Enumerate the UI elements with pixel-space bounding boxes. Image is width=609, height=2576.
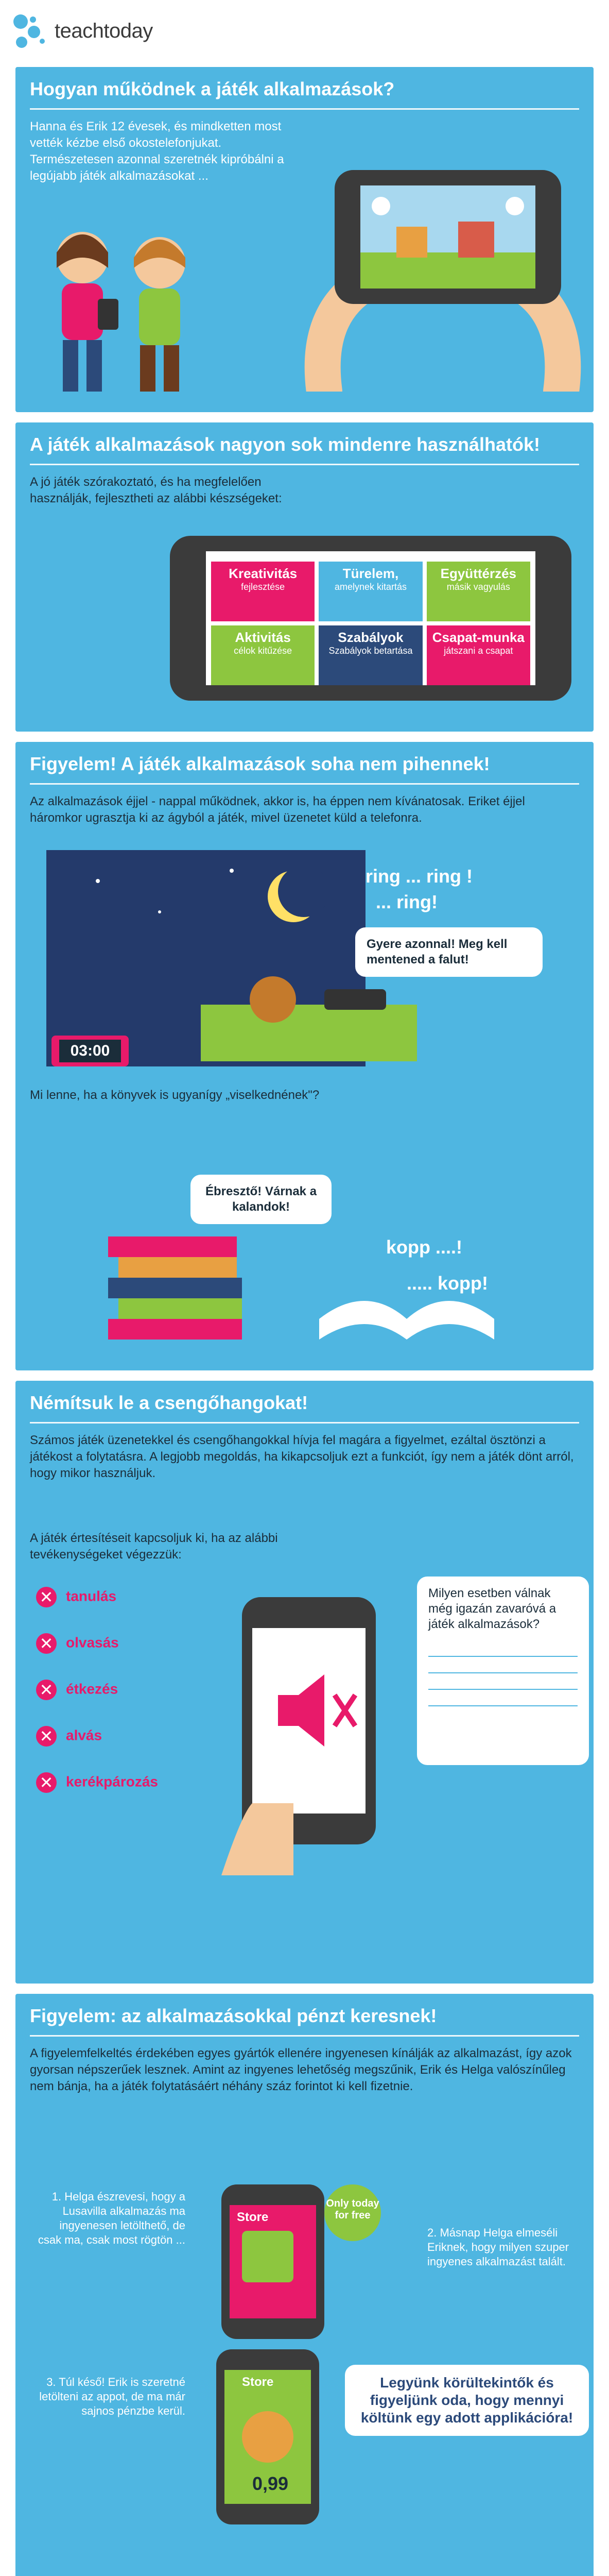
divider bbox=[30, 783, 579, 785]
skill-label: Aktivitás bbox=[235, 630, 291, 645]
brand-name: teachtoday bbox=[55, 20, 153, 42]
muted-phone-illustration bbox=[221, 1587, 407, 1875]
prompt-text: A játék értesítéseit kapcsoljuk ki, ha az alábbi tevékenységeket végezzük: bbox=[30, 1531, 278, 1562]
header bbox=[0, 0, 609, 62]
store-label-two: Store bbox=[242, 2375, 274, 2389]
kopp-text: kopp ....! bbox=[386, 1236, 462, 1258]
ring-text: ... ring! bbox=[376, 891, 438, 912]
section-how-games-work bbox=[15, 67, 594, 412]
section-body: A figyelemfelkeltés érdekében egyes gyártók ellenére ingyenesen kínálják az alkalmazást, így azok gyorsan népszerűek lesznek. Amint az ingyenes lehetőség megszűnik, Erik és Helga valószínűleg nem bánja, ha a játék folytatásáért néhány száz forintot ki kell fizetnie. bbox=[30, 2046, 572, 2093]
skill-tile bbox=[211, 562, 315, 621]
section-title: A játék alkalmazások nagyon sok mindenre használhatók! bbox=[30, 434, 541, 455]
section-title: Figyelem: az alkalmazásokkal pénzt keresnek! bbox=[30, 2005, 437, 2026]
clock-display: 03:00 bbox=[59, 1040, 121, 1062]
section-body: Hanna és Erik 12 évesek, és mindketten most vették kézbe első okostelefonjukat. Természetesen azonnal szeretnék kipróbálni a legújabb játék alkalmazásokat ... bbox=[30, 120, 284, 183]
x-icon: ✕ bbox=[36, 1633, 57, 1654]
skill-sub: Szabályok betartása bbox=[328, 646, 413, 656]
skill-tile bbox=[211, 625, 315, 685]
divider bbox=[30, 108, 579, 110]
divider bbox=[30, 2035, 579, 2037]
x-icon: ✕ bbox=[36, 1772, 57, 1793]
section-body: Számos játék üzenetekkel és csengőhangokkal hívja fel magára a figyelmet, ezáltal ösztönzi a játékost a folytatásra. A legjobb megoldás, ha kikapcsoljuk ezt a funkciót, így nem a játék dönt arról, hogy mikor használjuk. bbox=[30, 1433, 574, 1480]
x-icon: ✕ bbox=[36, 1726, 57, 1747]
skill-tile bbox=[319, 562, 422, 621]
skill-label: Szabályok bbox=[338, 630, 404, 645]
section-mute-ringtones bbox=[15, 1381, 594, 1984]
section-title: Némítsuk le a csengőhangokat! bbox=[30, 1392, 308, 1413]
activity-item: ✕ tanulás bbox=[36, 1587, 116, 1613]
section-body: A jó játék szórakoztató, és ha megfelelően használják, fejlesztheti az alábbi készségeket: bbox=[30, 475, 282, 505]
question-text: Mi lenne, ha a könyvek is ugyanígy „viselkednének"? bbox=[30, 1088, 320, 1102]
x-icon: ✕ bbox=[36, 1587, 57, 1607]
section-title: Hogyan működnek a játék alkalmazások? bbox=[30, 78, 395, 99]
step-one-text: 1. Helga észrevesi, hogy a Lusavilla alkalmazás ma ingyenesen letölthető, de csak ma, csak most rögtön ... bbox=[38, 2190, 185, 2246]
kids-illustration bbox=[31, 222, 216, 402]
skill-tile bbox=[427, 625, 530, 685]
store-label: Store bbox=[237, 2210, 269, 2224]
skill-sub: játszani a csapat bbox=[444, 646, 513, 656]
skill-sub: másik vagyulás bbox=[446, 582, 510, 592]
activity-item: ✕ alvás bbox=[36, 1726, 102, 1752]
ring-text: ring ... ring ! bbox=[366, 866, 473, 887]
skill-sub: célok kitűzése bbox=[234, 646, 292, 656]
alarm-clock bbox=[51, 1036, 129, 1066]
step-two-text: 2. Másnap Helga elmeséli Eriknek, hogy milyen szuper ingyenes alkalmazást talált. bbox=[427, 2226, 569, 2268]
skill-sub: fejlesztése bbox=[241, 582, 285, 592]
phone-game-illustration bbox=[304, 149, 582, 392]
step-three-text: 3. Túl késő! Erik is szeretné letölteni az appot, de ma már sajnos pénzbe kerül. bbox=[39, 2376, 185, 2417]
activity-item: ✕ étkezés bbox=[36, 1680, 118, 1705]
x-icon: ✕ bbox=[36, 1680, 57, 1700]
skills-grid bbox=[211, 562, 530, 685]
skill-tile bbox=[427, 562, 530, 621]
question-bubble: Milyen esetben válnak még igazán zavaróvá a játék alkalmazások? bbox=[417, 1577, 589, 1765]
section-title: Figyelem! A játék alkalmazások soha nem pihennek! bbox=[30, 753, 490, 774]
section-body: Az alkalmazások éjjel - nappal működnek, akkor is, ha éppen nem kívánatosak. Eriket éjjel háromkor ugrasztja ki az ágyból a játék, mivel üzenetet küld a telefonra. bbox=[30, 794, 525, 825]
price-tag: 0,99 bbox=[252, 2473, 289, 2494]
skill-label: Kreativitás bbox=[229, 566, 298, 581]
divider bbox=[30, 1422, 579, 1423]
section-apps-never-rest bbox=[15, 742, 594, 1370]
free-today-badge: Only today for free bbox=[324, 2184, 381, 2241]
activity-item: ✕ kerékpározás bbox=[36, 1772, 158, 1798]
skill-label: Együttérzés bbox=[440, 566, 517, 581]
teachtoday-logo[interactable] bbox=[10, 11, 196, 53]
speech-bubble: Gyere azonnal! Meg kell mentened a falut! bbox=[355, 927, 543, 977]
skill-tile bbox=[319, 625, 422, 685]
section-skills bbox=[15, 422, 594, 732]
divider bbox=[30, 464, 579, 465]
kopp-text: ..... kopp! bbox=[407, 1273, 488, 1294]
section-apps-earn-money bbox=[15, 1994, 594, 2576]
book-speech-bubble: Ébresztő! Várnak a kalandok! bbox=[190, 1175, 332, 1224]
skill-sub: amelynek kitartás bbox=[334, 582, 407, 592]
activity-item: ✕ olvasás bbox=[36, 1633, 119, 1659]
skill-label: Türelem, bbox=[342, 566, 399, 581]
advice-bubble: Legyünk körültekintők és figyeljünk oda, hogy mennyi költünk egy adott applikációra! bbox=[345, 2365, 589, 2436]
skill-label: Csapat-munka bbox=[432, 630, 525, 645]
teachtoday-logo-icon bbox=[10, 11, 51, 53]
